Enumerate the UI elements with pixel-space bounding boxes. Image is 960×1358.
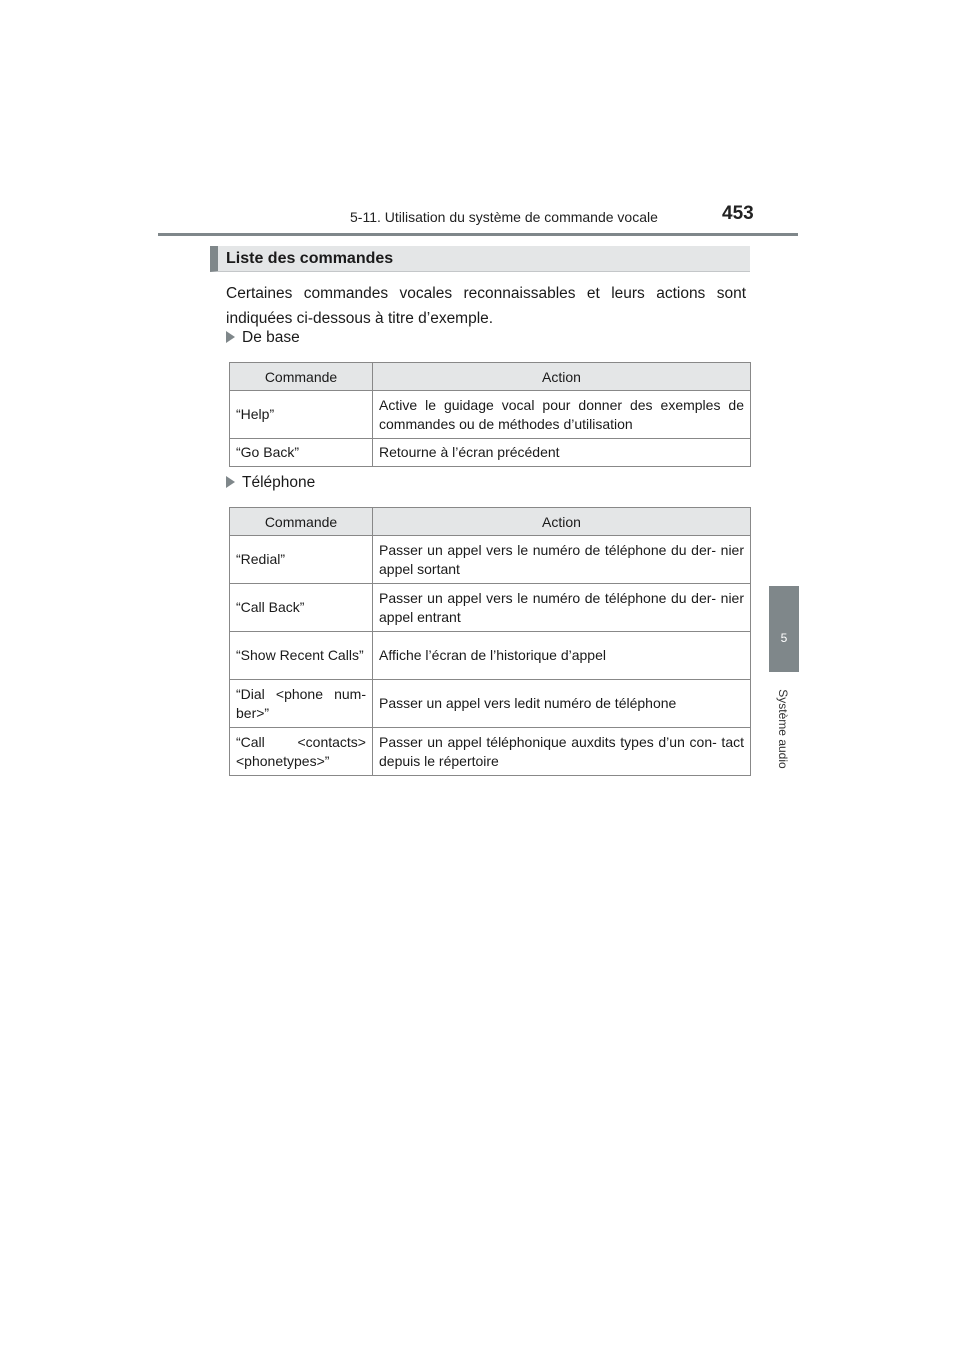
action-cell: Passer un appel vers le numéro de téléphone du der- nier appel entrant [373, 584, 751, 632]
command-cell: “Go Back” [230, 439, 373, 467]
table-row [230, 391, 751, 439]
basic-commands-table [229, 362, 751, 467]
subsection-phone [226, 474, 315, 492]
table-row [230, 680, 751, 728]
intro-paragraph: Certaines commandes vocales reconnaissables et leurs actions sont indiquées ci-dessous à titre d’exemple. [226, 285, 746, 327]
column-header-action: Action [373, 363, 751, 391]
column-header-action: Action [373, 508, 751, 536]
table-row [230, 536, 751, 584]
section-heading [210, 246, 750, 272]
table-row [230, 632, 751, 680]
chapter-tab-number: 5 [780, 631, 788, 645]
action-cell: Active le guidage vocal pour donner des exemples de commandes ou de méthodes d’utilisation [373, 391, 751, 439]
running-header-title: 5-11. Utilisation du système de commande vocale [350, 209, 658, 225]
column-header-command: Commande [230, 363, 373, 391]
action-cell: Passer un appel vers le numéro de téléphone du der- nier appel sortant [373, 536, 751, 584]
phone-commands-table [229, 507, 751, 776]
table-row [230, 439, 751, 467]
action-cell: Passer un appel vers ledit numéro de téléphone [373, 680, 751, 728]
subsection-basic [226, 329, 300, 347]
table-header-row [230, 363, 751, 391]
command-cell: “Call Back” [230, 584, 373, 632]
section-heading-text: Liste des commandes [226, 250, 394, 267]
subsection-basic-title: De base [242, 329, 300, 346]
command-cell: “Redial” [230, 536, 373, 584]
column-header-command: Commande [230, 508, 373, 536]
command-cell: “Help” [230, 391, 373, 439]
table-row [230, 728, 751, 776]
header-rule [158, 233, 798, 236]
action-cell: Passer un appel téléphonique auxdits types d’un con- tact depuis le répertoire [373, 728, 751, 776]
command-cell: “Call <contacts> <phonetypes>” [230, 728, 373, 776]
page-number: 453 [722, 203, 754, 224]
command-cell: “Show Recent Calls” [230, 632, 373, 680]
subsection-phone-title: Téléphone [242, 474, 316, 491]
chapter-label: Système audio [776, 689, 790, 769]
triangle-bullet-icon [226, 476, 235, 488]
table-header-row [230, 508, 751, 536]
command-cell: “Dial <phone num- ber>” [230, 680, 373, 728]
chapter-tab [769, 586, 799, 672]
action-cell: Affiche l’écran de l’historique d’appel [373, 632, 751, 680]
action-cell: Retourne à l’écran précédent [373, 439, 751, 467]
triangle-bullet-icon [226, 331, 235, 343]
table-row [230, 584, 751, 632]
